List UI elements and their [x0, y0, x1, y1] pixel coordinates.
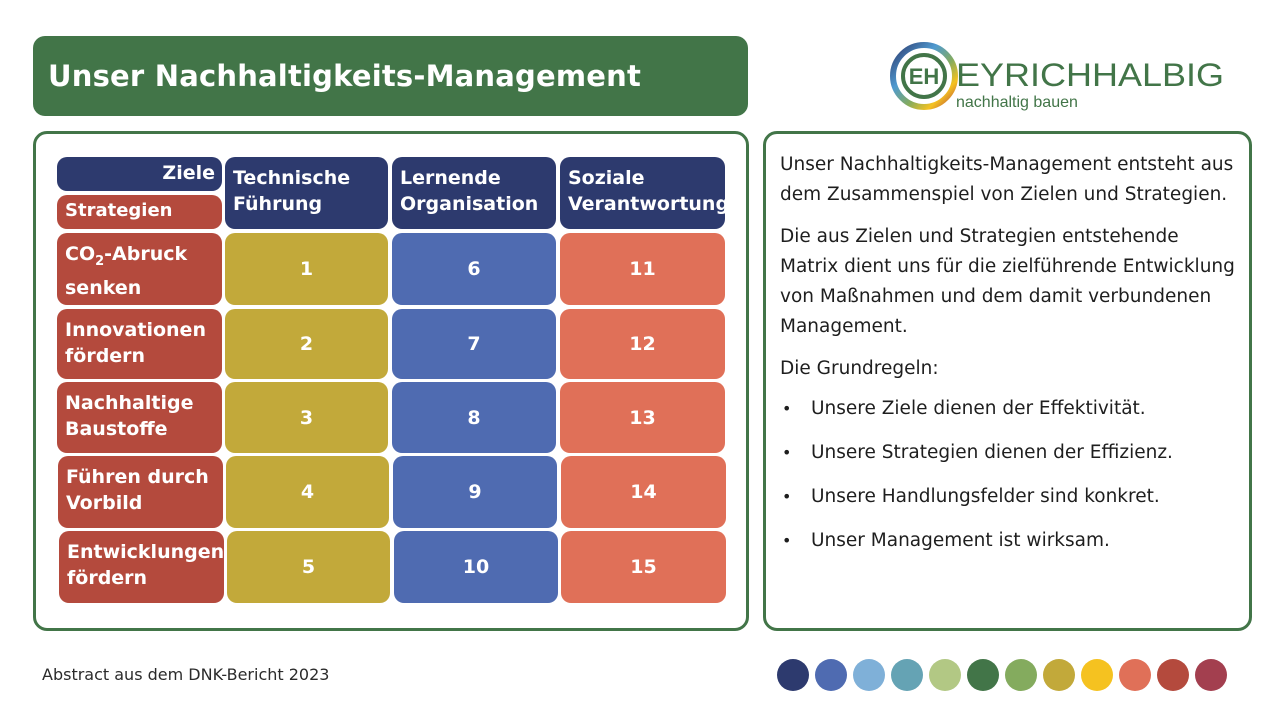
palette-dot: [891, 659, 923, 691]
row-label-line: $CO_2$-Abruck: [65, 243, 188, 269]
palette-dot: [1043, 659, 1075, 691]
rule-text: Unsere Strategien dienen der Effizienz.: [811, 442, 1173, 463]
color-palette: [777, 659, 1227, 691]
column-header-lernende-organisation: [392, 157, 556, 229]
matrix-cell: 7: [392, 309, 556, 379]
matrix-cell: 1: [225, 233, 388, 305]
row-label-baustoffe: [57, 382, 222, 453]
matrix-cell: 6: [392, 233, 556, 305]
row-label-line: Baustoffe: [65, 418, 168, 440]
rule-text: Unser Management ist wirksam.: [811, 530, 1110, 551]
matrix-paragraph: Die aus Zielen und Strategien entstehende Matrix dient uns für die zielführende Entwicklung von Maßnahmen und dem damit verbundenen Management.: [780, 226, 1235, 337]
row-label-line: Innovationen: [65, 319, 206, 341]
palette-dot: [967, 659, 999, 691]
rule-item: [780, 438, 1236, 468]
row-label-line: fördern: [67, 567, 148, 589]
rules-heading: Die Grundregeln:: [780, 358, 939, 379]
corner-strategies: Strategien: [57, 195, 222, 229]
palette-dot: [815, 659, 847, 691]
logo-monogram: EH: [908, 64, 940, 89]
column-header-line: Technische: [233, 167, 351, 189]
palette-dot: [777, 659, 809, 691]
bullet-icon: •: [782, 487, 792, 506]
logo-tagline: nachhaltig bauen: [956, 94, 1078, 111]
rule-item: [780, 394, 1236, 424]
palette-dot: [929, 659, 961, 691]
row-label-vorbild: [58, 456, 223, 528]
logo-wordmark: EYRICHHALBIG: [956, 57, 1224, 93]
column-header-line: Organisation: [400, 193, 539, 215]
matrix-cell: 8: [392, 382, 556, 453]
matrix-cell: 12: [560, 309, 725, 379]
matrix-cell: 10: [394, 531, 558, 603]
title-bar: [33, 36, 748, 116]
rules-list: [780, 394, 1236, 556]
palette-dot: [1119, 659, 1151, 691]
palette-dot: [1005, 659, 1037, 691]
description-panel: [763, 131, 1252, 631]
column-header-line: Verantwortung: [568, 193, 730, 215]
rule-text: Unsere Handlungsfelder sind konkret.: [811, 486, 1160, 507]
palette-dot: [1081, 659, 1113, 691]
matrix-cell: 2: [225, 309, 388, 379]
row-label-line: Vorbild: [66, 492, 143, 514]
matrix-cell: 4: [226, 456, 389, 528]
matrix-cell: 3: [225, 382, 388, 453]
bullet-icon: •: [782, 399, 792, 418]
rule-item: [780, 526, 1236, 556]
palette-dot: [1157, 659, 1189, 691]
row-label-innovationen: [57, 309, 222, 379]
column-header-line: Soziale: [568, 167, 645, 189]
matrix-cell: 14: [561, 456, 726, 528]
source-note: Abstract aus dem DNK-Bericht 2023: [42, 665, 330, 684]
row-label-line: Entwicklungen: [67, 541, 225, 563]
column-header-soziale-verantwortung: [560, 157, 730, 229]
corner-goals: Ziele: [57, 157, 222, 191]
row-label-line: fördern: [65, 345, 146, 367]
matrix-cell: 13: [560, 382, 725, 453]
palette-dot: [1195, 659, 1227, 691]
palette-dot: [853, 659, 885, 691]
column-header-line: Führung: [233, 193, 323, 215]
matrix-cell: 9: [393, 456, 557, 528]
row-label-entwicklungen: [59, 531, 224, 603]
bullet-icon: •: [782, 443, 792, 462]
page-title: Unser Nachhaltigkeits-Management: [48, 59, 642, 93]
intro-paragraph: Unser Nachhaltigkeits-Management entsteht aus dem Zusammenspiel von Zielen und Strategien.: [780, 154, 1234, 205]
row-label-co2: [57, 233, 222, 305]
rule-item: [780, 482, 1236, 512]
matrix-cell: 5: [227, 531, 390, 603]
matrix-cell: 11: [560, 233, 725, 305]
column-header-line: Lernende: [400, 167, 501, 189]
row-label-line: senken: [65, 276, 142, 299]
bullet-icon: •: [782, 531, 792, 550]
matrix-cell: 15: [561, 531, 726, 603]
row-label-line: Führen durch: [66, 466, 209, 488]
column-header-technische-fuehrung: [225, 157, 388, 229]
company-logo: [886, 40, 1231, 116]
rule-text: Unsere Ziele dienen der Effektivität.: [811, 398, 1146, 419]
matrix-panel: [33, 131, 749, 631]
row-label-line: Nachhaltige: [65, 392, 194, 414]
